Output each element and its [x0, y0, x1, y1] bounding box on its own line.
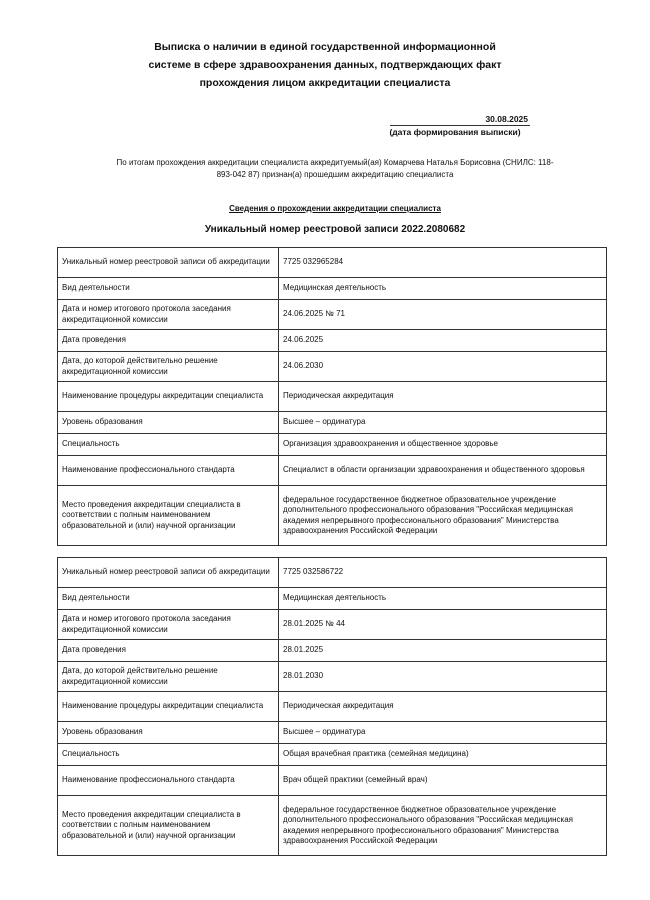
accreditation-record-table [57, 557, 607, 856]
row-label: Специальность [58, 744, 279, 766]
row-value: Врач общей практики (семейный врач) [279, 766, 607, 796]
intro-line: 893-042 87) признан(а) прошедшим аккредитацию специалиста [216, 169, 454, 179]
row-label: Наименование процедуры аккредитации специалиста [58, 692, 279, 722]
table-row [58, 588, 607, 610]
table-row [58, 434, 607, 456]
row-label: Место проведения аккредитации специалиста в соответствии с полным наименованием образовательной и (или) научной организации [58, 486, 279, 546]
row-label: Дата и номер итогового протокола заседания аккредитационной комиссии [58, 300, 279, 330]
row-value: Высшее – ординатура [279, 722, 607, 744]
row-value: 24.06.2025 [279, 330, 607, 352]
row-value: Высшее – ординатура [279, 412, 607, 434]
row-label: Вид деятельности [58, 588, 279, 610]
table-row [58, 486, 607, 546]
table-row [58, 456, 607, 486]
row-value: 7725 032965284 [279, 248, 607, 278]
row-label: Специальность [58, 434, 279, 456]
row-value: Периодическая аккредитация [279, 692, 607, 722]
title-line: системе в сфере здравоохранения данных, подтверждающих факт [148, 59, 502, 71]
row-value: Организация здравоохранения и общественное здоровье [279, 434, 607, 456]
registry-number-title: Уникальный номер реестровой записи 2022.2080682 [204, 224, 466, 235]
row-label: Наименование профессионального стандарта [58, 766, 279, 796]
row-label: Вид деятельности [58, 278, 279, 300]
row-label: Уникальный номер реестровой записи об аккредитации [58, 558, 279, 588]
row-value: Общая врачебная практика (семейная медицина) [279, 744, 607, 766]
table-row [58, 352, 607, 382]
row-label: Дата, до которой действительно решение аккредитационной комиссии [58, 352, 279, 382]
title-line: Выписка о наличии в единой государственной информационной [154, 41, 496, 53]
row-label: Дата, до которой действительно решение аккредитационной комиссии [58, 662, 279, 692]
row-label: Место проведения аккредитации специалиста в соответствии с полным наименованием образовательной и (или) научной организации [58, 796, 279, 856]
row-value: федеральное государственное бюджетное образовательное учреждение дополнительного профессионального образования "Российская медицинская академия непрерывного профессионального образования" Министерства здравоохранения Российской Федерации [279, 486, 607, 546]
accreditation-record-table [57, 247, 607, 546]
table-row [58, 692, 607, 722]
table-row [58, 558, 607, 588]
row-value: 28.01.2030 [279, 662, 607, 692]
row-label: Уровень образования [58, 722, 279, 744]
table-row [58, 766, 607, 796]
table-row [58, 412, 607, 434]
title-line: прохождения лицом аккредитации специалиста [199, 77, 451, 89]
row-value: 28.01.2025 № 44 [279, 610, 607, 640]
table-row [58, 248, 607, 278]
row-value: Медицинская деятельность [279, 588, 607, 610]
row-value: федеральное государственное бюджетное образовательное учреждение дополнительного профессионального образования "Российская медицинская академия непрерывного профессионального образования" Министерства здравоохранения Российской Федерации [279, 796, 607, 856]
row-label: Наименование профессионального стандарта [58, 456, 279, 486]
row-label: Дата проведения [58, 640, 279, 662]
extract-date-block [380, 113, 530, 138]
table-row [58, 330, 607, 352]
section-title: Сведения о прохождении аккредитации специалиста [229, 204, 441, 213]
table-row [58, 300, 607, 330]
row-value: 28.01.2025 [279, 640, 607, 662]
row-value: 24.06.2025 № 71 [279, 300, 607, 330]
table-row [58, 796, 607, 856]
table-row [58, 382, 607, 412]
extract-date-caption: (дата формирования выписки) [389, 127, 521, 137]
intro-paragraph [55, 157, 615, 180]
row-value: 24.06.2030 [279, 352, 607, 382]
table-row [58, 278, 607, 300]
document-title [100, 38, 550, 92]
row-label: Дата проведения [58, 330, 279, 352]
row-value: 7725 032586722 [279, 558, 607, 588]
row-value: Специалист в области организации здравоохранения и общественного здоровья [279, 456, 607, 486]
row-label: Уровень образования [58, 412, 279, 434]
intro-line: По итогам прохождения аккредитации специалиста аккредитуемый(ая) Комарчева Наталья Борисовна (СНИЛС: 118- [116, 158, 554, 167]
row-label: Уникальный номер реестровой записи об аккредитации [58, 248, 279, 278]
extract-date: 30.08.2025 [390, 113, 530, 126]
table-row [58, 610, 607, 640]
row-value: Медицинская деятельность [279, 278, 607, 300]
row-value: Периодическая аккредитация [279, 382, 607, 412]
table-row [58, 744, 607, 766]
table-row [58, 662, 607, 692]
table-row [58, 640, 607, 662]
table-row [58, 722, 607, 744]
row-label: Дата и номер итогового протокола заседания аккредитационной комиссии [58, 610, 279, 640]
row-label: Наименование процедуры аккредитации специалиста [58, 382, 279, 412]
